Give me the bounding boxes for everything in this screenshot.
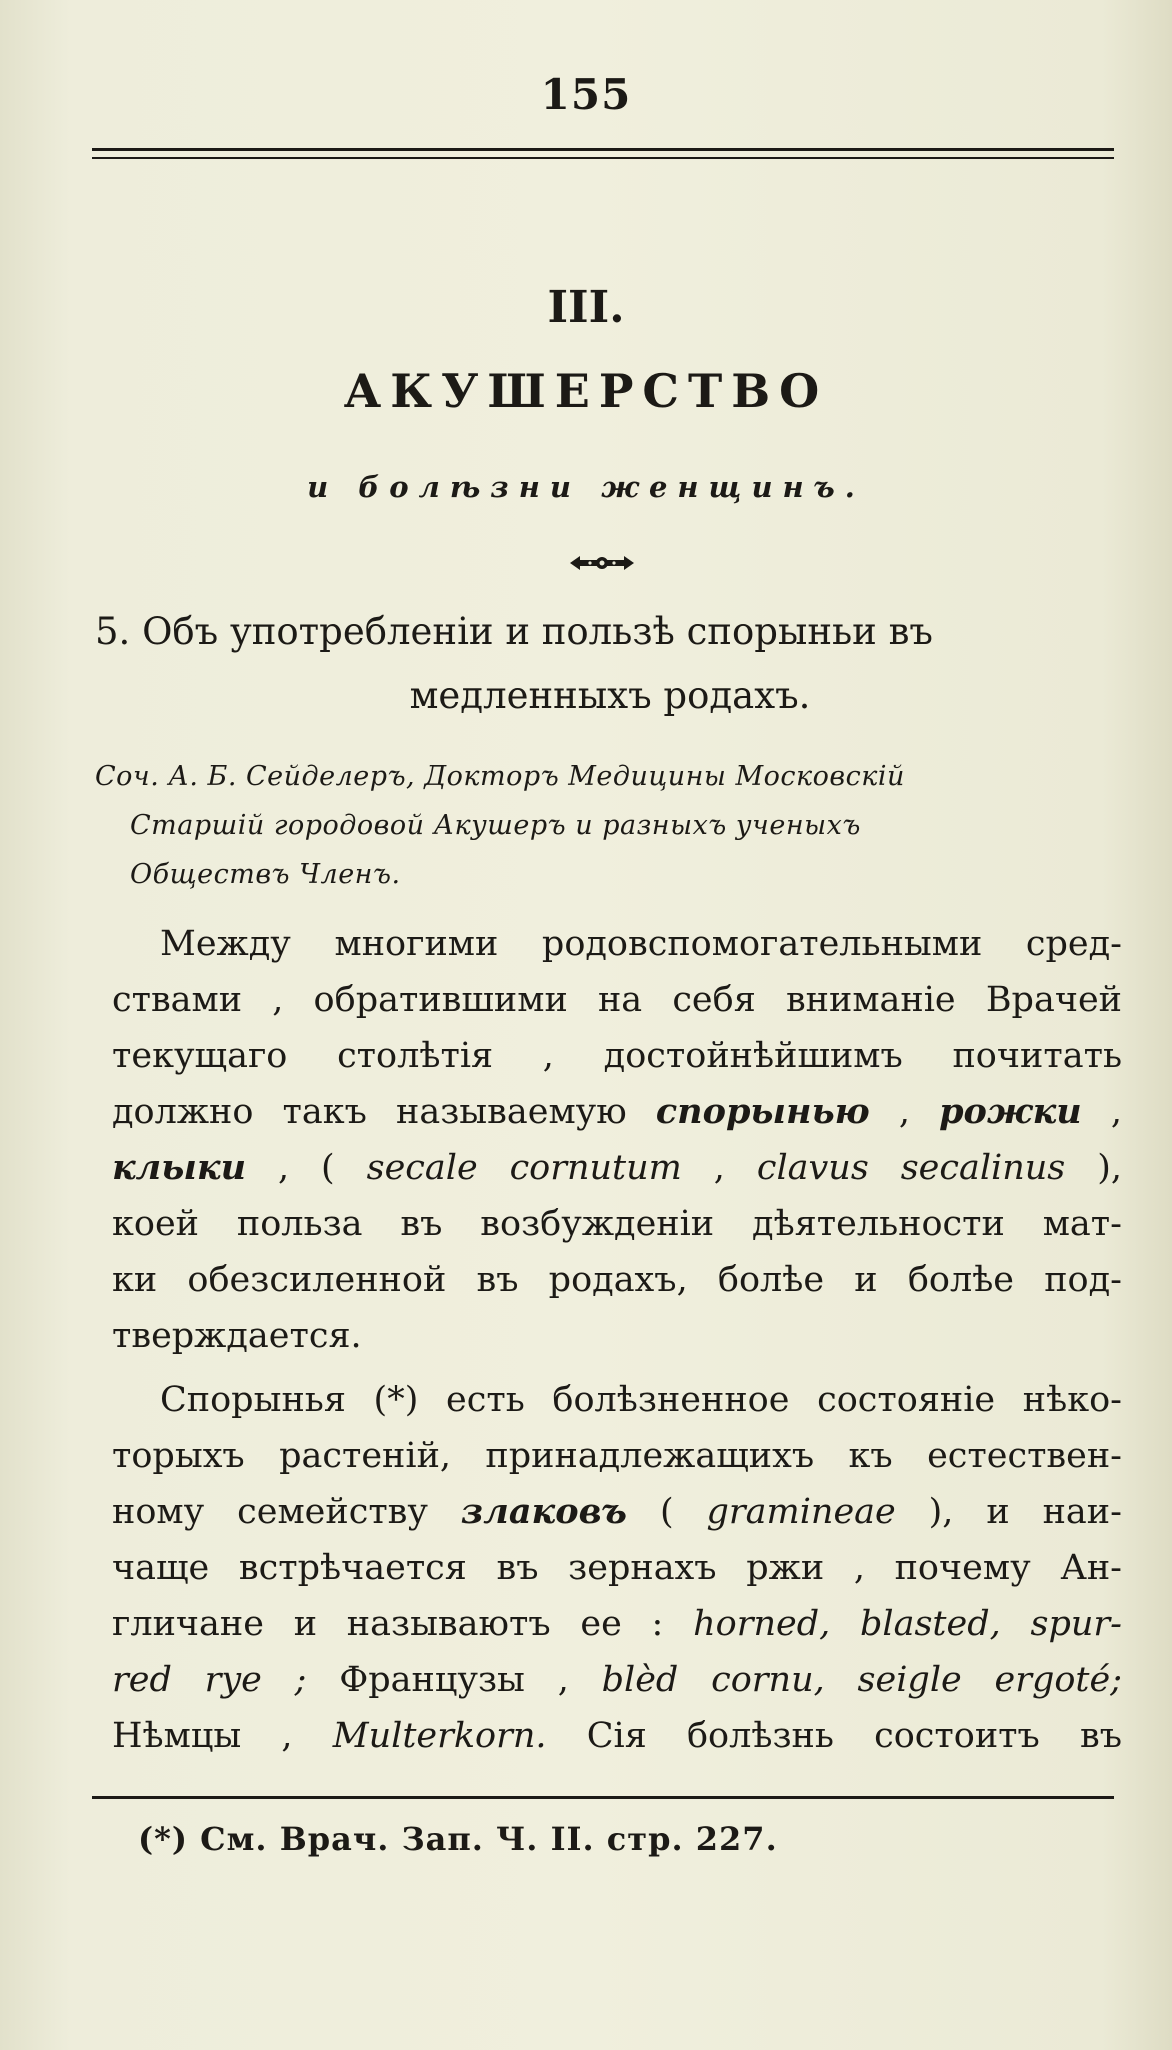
text-run: Французы , xyxy=(339,1660,569,1700)
text-run: , ( xyxy=(277,1148,335,1188)
paragraph-1-line-8: тверждается. xyxy=(112,1316,362,1356)
english-term-blasted: blasted, xyxy=(860,1604,1001,1644)
text-run: гличане и называютъ ее : xyxy=(112,1604,664,1644)
paragraph-1-line-6: коей польза въ возбужденіи дѣятельности мат- xyxy=(112,1204,1122,1244)
paragraph-1-line-3: текущаго столѣтія , достойнѣйшимъ почитать xyxy=(112,1036,1122,1076)
french-term-seigle-ergote: seigle ergoté; xyxy=(857,1660,1122,1700)
term-klyki: клыки xyxy=(112,1147,247,1188)
text-run: , xyxy=(898,1092,910,1132)
author-line-1: Соч. А. Б. Сейделеръ, Докторъ Медицины Московскій xyxy=(95,761,905,792)
text-run: Нѣмцы , xyxy=(112,1716,293,1756)
latin-term-clavus-secalinus: clavus secalinus xyxy=(756,1148,1066,1188)
page-number: 155 xyxy=(540,70,632,119)
article-title-line-2: медленныхъ родахъ. xyxy=(409,674,811,717)
author-line-3: Обществъ Членъ. xyxy=(130,859,401,890)
paragraph-2-line-5 xyxy=(112,1596,1122,1652)
paragraph-2-line-6 xyxy=(112,1652,1122,1708)
section-title: АКУШЕРСТВО xyxy=(343,364,829,418)
paragraph-2-line-7 xyxy=(112,1708,1122,1764)
paragraph-1-line-2: ствами , обратившими на себя вниманіе Врачей xyxy=(112,980,1122,1020)
term-sporynya: спорынью xyxy=(655,1091,870,1132)
paragraph-1-line-5 xyxy=(112,1140,1122,1196)
header-rule-top xyxy=(92,148,1114,151)
footnote: (*) См. Врач. Зап. Ч. II. стр. 227. xyxy=(138,1820,778,1858)
paragraph-1-line-4 xyxy=(112,1084,1122,1140)
term-zlakov: злаковъ xyxy=(460,1491,628,1532)
german-term-multerkorn: Multerkorn. xyxy=(332,1716,547,1756)
text-run: , xyxy=(1110,1092,1122,1132)
text-run: должно такъ называемую xyxy=(112,1092,627,1132)
text-run: ному семейству xyxy=(112,1492,428,1532)
text-run: ( xyxy=(659,1492,674,1532)
english-term-rye: red rye ; xyxy=(112,1660,307,1700)
paragraph-2-line-4: чаще встрѣчается въ зернахъ ржи , почему Ан- xyxy=(112,1548,1122,1588)
text-run: , xyxy=(713,1148,725,1188)
latin-term-secale-cornutum: secale cornutum xyxy=(366,1148,682,1188)
fleuron-ornament-icon xyxy=(568,552,636,574)
paragraph-1-line-1: Между многими родовспомогательными сред- xyxy=(160,924,1122,964)
english-term-horned: horned, xyxy=(693,1604,831,1644)
section-number: III. xyxy=(547,282,625,333)
term-rozhki: рожки xyxy=(939,1091,1082,1132)
text-run: Сія болѣзнь состоитъ въ xyxy=(586,1716,1122,1756)
author-credit xyxy=(95,752,1125,899)
text-run: ), xyxy=(1097,1148,1122,1188)
header-rule-bottom xyxy=(92,157,1114,159)
paragraph-2-line-1: Спорынья (*) есть болѣзненное состояніе нѣко- xyxy=(160,1380,1122,1420)
footnote-rule xyxy=(92,1796,1114,1799)
latin-term-gramineae: gramineae xyxy=(706,1492,896,1532)
article-title-line-1: 5. Объ употребленіи и пользѣ спорыньи въ xyxy=(95,610,933,653)
article-title xyxy=(95,600,1125,728)
paragraph-2-line-2: торыхъ растеній, принадлежащихъ къ естествен- xyxy=(112,1436,1122,1476)
section-subtitle: и болѣзни женщинъ. xyxy=(307,470,865,504)
author-line-2: Старшій городовой Акушеръ и разныхъ ученыхъ xyxy=(130,810,861,841)
text-run: ), и наи- xyxy=(928,1492,1122,1532)
paragraph-2-line-3 xyxy=(112,1484,1122,1540)
paragraph-1-line-7: ки обезсиленной въ родахъ, болѣе и болѣе под- xyxy=(112,1260,1122,1300)
english-term-spurred: spur- xyxy=(1030,1604,1122,1644)
french-term-bled-cornu: blèd cornu, xyxy=(601,1660,825,1700)
